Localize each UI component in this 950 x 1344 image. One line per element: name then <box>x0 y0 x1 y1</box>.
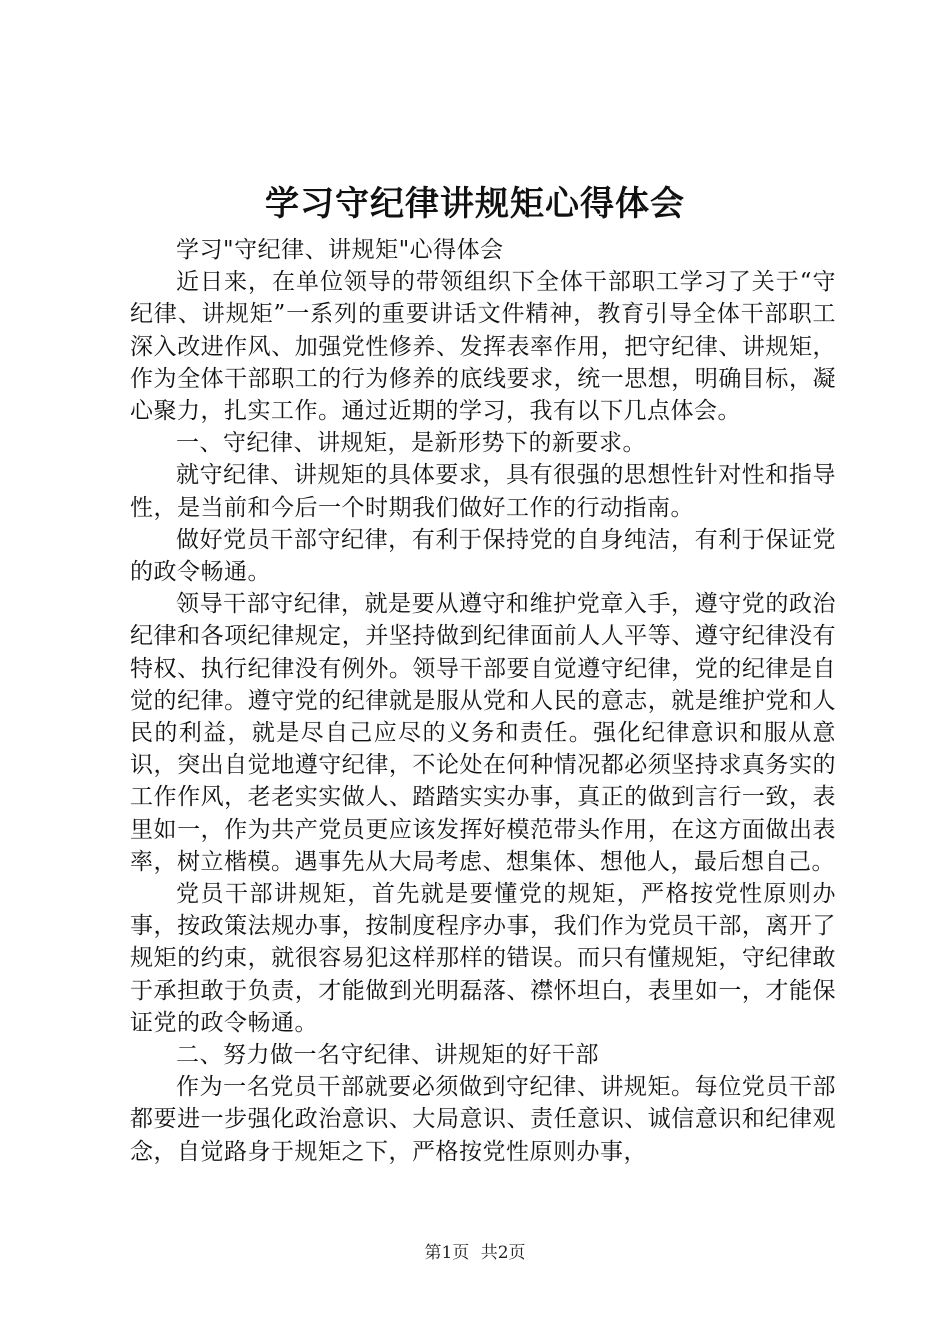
document-body <box>130 234 836 1168</box>
paragraph: 就守纪律、讲规矩的具体要求，具有很强的思想性针对性和指导性，是当前和今后一个时期我们做好工作的行动指南。 <box>130 462 836 521</box>
paragraph: 领导干部守纪律，就是要从遵守和维护党章入手，遵守党的政治纪律和各项纪律规定，并坚持做到纪律面前人人平等、遵守纪律没有特权、执行纪律没有例外。领导干部要自觉遵守纪律，党的纪律是自觉的纪律。遵守党的纪律就是服从党和人民的意志，就是维护党和人民的利益，就是尽自己应尽的义务和责任。强化纪律意识和服从意识，突出自觉地遵守纪律，不论处在何种情况都必须坚持求真务实的工作作风，老老实实做人、踏踏实实办事，真正的做到言行一致，表里如一，作为共产党员更应该发挥好模范带头作用，在这方面做出表率，树立楷模。遇事先从大局考虑、想集体、想他人，最后想自己。 <box>130 591 836 875</box>
section-heading-1: 一、守纪律、讲规矩，是新形势下的新要求。 <box>176 430 646 457</box>
paragraph-subtitle: 学习"守纪律、讲规矩"心得体会 <box>176 237 504 263</box>
section-heading-2: 二、努力做一名守纪律、讲规矩的好干部 <box>176 1042 599 1069</box>
page-footer <box>0 1241 950 1265</box>
page-total: 共2页 <box>480 1243 526 1263</box>
document-title: 学习守纪律讲规矩心得体会 <box>265 184 685 224</box>
page-number: 第1页 <box>424 1243 470 1263</box>
paragraph: 作为一名党员干部就要必须做到守纪律、讲规矩。每位党员干部都要进一步强化政治意识、大局意识、责任意识、诚信意识和纪律观念，自觉路身于规矩之下，严格按党性原则办事， <box>130 1074 836 1165</box>
paragraph: 党员干部讲规矩，首先就是要懂党的规矩，严格按党性原则办事，按政策法规办事，按制度程序办事，我们作为党员干部，离开了规矩的约束，就很容易犯这样那样的错误。而只有懂规矩，守纪律敢于承担敢于负责，才能做到光明磊落、襟怀坦白，表里如一，才能保证党的政令畅通。 <box>130 881 836 1036</box>
paragraph-intro: 近日来，在单位领导的带领组织下全体干部职工学习了关于“守纪律、讲规矩”一系列的重要讲话文件精神，教育引导全体干部职工深入改进作风、加强党性修养、发挥表率作用，把守纪律、讲规矩，作为全体干部职工的行为修养的底线要求，统一思想，明确目标，凝心聚力，扎实工作。通过近期的学习，我有以下几点体会。 <box>130 269 836 425</box>
paragraph: 做好党员干部守纪律，有利于保持党的自身纯洁，有利于保证党的政令畅通。 <box>130 526 836 586</box>
